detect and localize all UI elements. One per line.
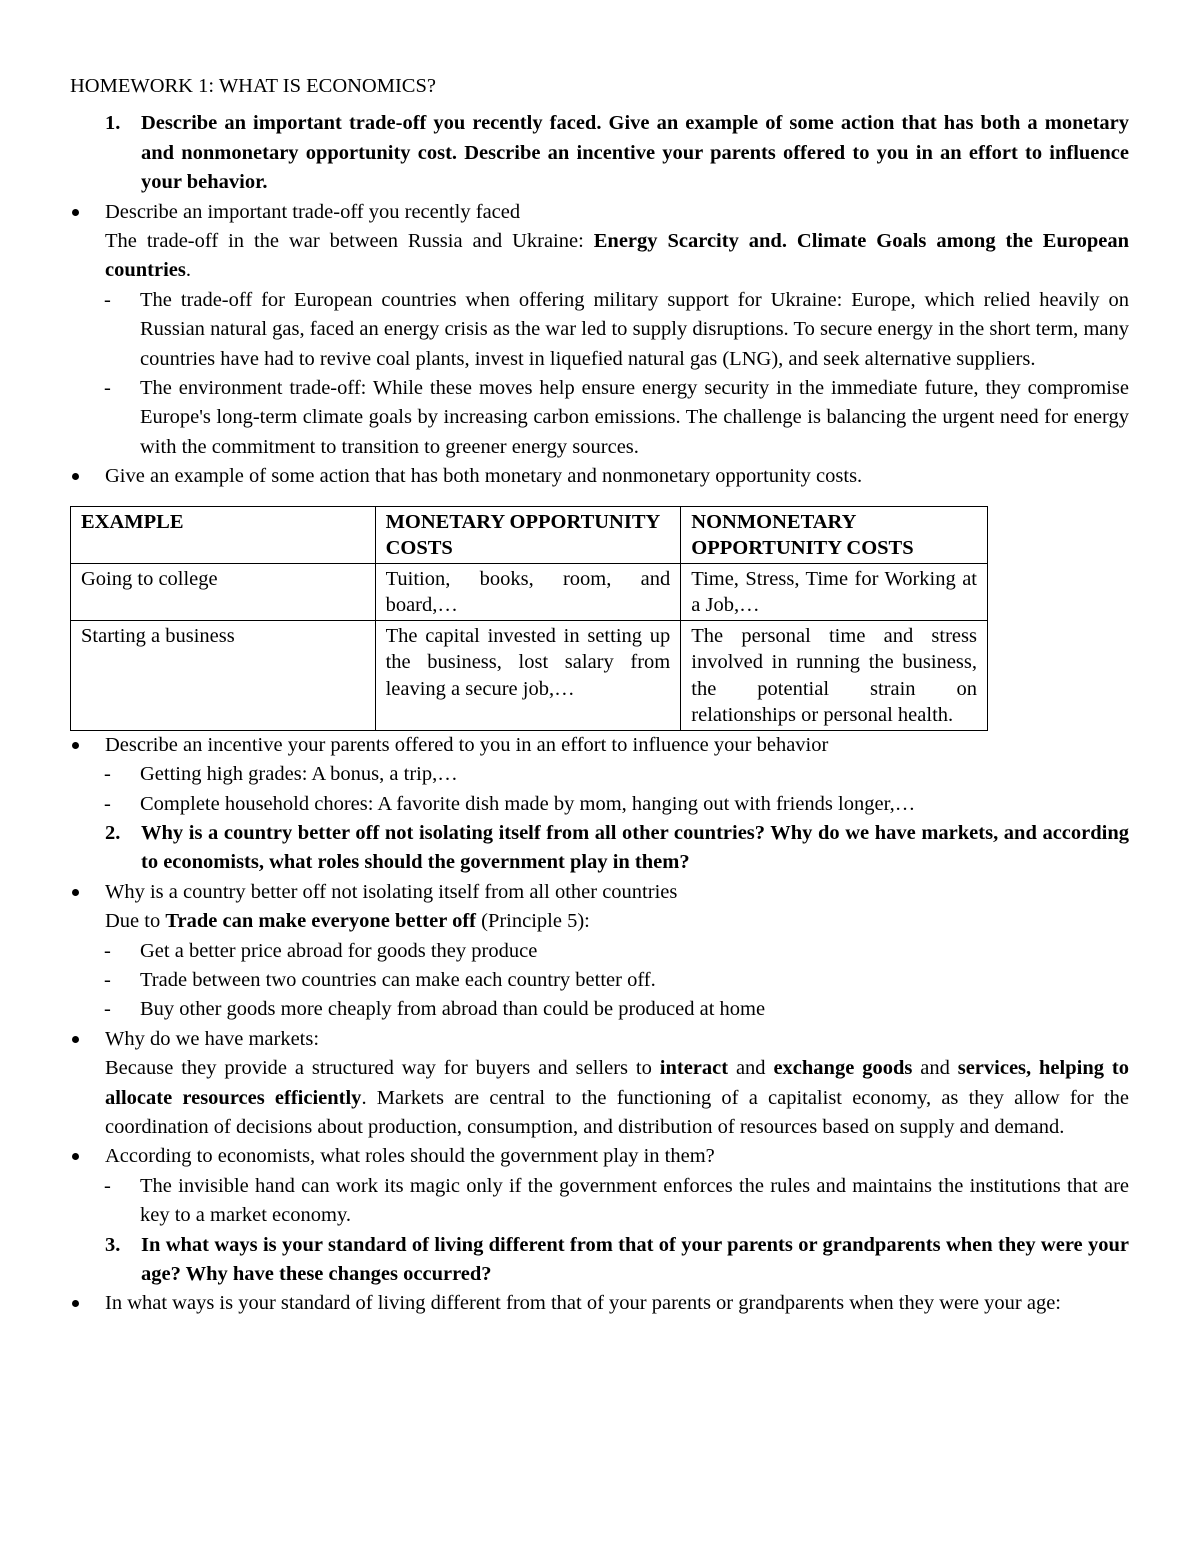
table-header-cell: MONETARY OPPORTUNITY COSTS [375, 506, 681, 563]
answer-emphasis: interact [659, 1057, 729, 1080]
answer-emphasis: services, helping to allocate resources efficiently [105, 1057, 1129, 1109]
answer-text: and [728, 1057, 774, 1080]
bullet-text: Describe an important trade-off you recently faced [105, 200, 521, 223]
bullet-text: Describe an incentive your parents offered to you in an effort to influence your behavior [105, 733, 829, 756]
dash-marker: - [104, 763, 111, 786]
bullet-item [70, 198, 1129, 227]
bullet-text: According to economists, what roles should the government play in them? [105, 1145, 715, 1168]
bullet-icon [70, 1025, 105, 1054]
answer-text: Because they provide a structured way for buyers and sellers to [105, 1057, 660, 1080]
bullet-icon [70, 1142, 105, 1171]
dash-item [70, 995, 1129, 1024]
dash-text: Buy other goods more cheaply from abroad than could be produced at home [140, 998, 766, 1021]
dash-text: The trade-off for European countries when offering military support for Ukraine: Europe, which relied heavily on Russian natural gas, faced an energy crisis as the war led to supply disruptions. To secure energy in the short term, many countries have had to revive coal plants, invest in liquefied natural gas (LNG), and seek alternative suppliers. [140, 288, 1129, 370]
dash-text: The environment trade-off: While these moves help ensure energy security in the immediate future, they compromise Europe's long-term climate goals by increasing carbon emissions. The challenge is balancing the urgent need for energy with the commitment to transition to greener energy sources. [140, 377, 1129, 458]
table-cell: Time, Stress, Time for Working at a Job,… [681, 563, 988, 620]
dash-item [70, 760, 1129, 789]
question-text: Describe an important trade-off you recently faced. Give an example of some action that has both a monetary and nonmonetary opportunity cost. Describe an incentive your parents offered to you in an effort to influence your behavior. [141, 112, 1129, 194]
document-title: HOMEWORK 1: WHAT IS ECONOMICS? [70, 75, 436, 97]
bullet-item [70, 462, 1129, 491]
answer-paragraph [70, 907, 1129, 936]
bullet-icon [70, 731, 105, 760]
dash-item [70, 374, 1129, 462]
bullet-item [70, 1289, 1129, 1318]
answer-text: and [912, 1057, 958, 1080]
dash-item [70, 937, 1129, 966]
table-header-cell: NONMONETARY OPPORTUNITY COSTS [681, 506, 988, 563]
dash-text: Complete household chores: A favorite dish made by mom, hanging out with friends longer,… [140, 792, 916, 815]
dash-marker: - [104, 998, 111, 1021]
dash-item [70, 966, 1129, 995]
answer-emphasis: Trade can make everyone better off [165, 910, 476, 933]
question-2 [70, 819, 1129, 878]
bullet-item [70, 878, 1129, 907]
dash-text: Get a better price abroad for goods they produce [140, 939, 538, 962]
bullet-text: Give an example of some action that has both monetary and nonmonetary opportunity costs. [105, 465, 863, 488]
bullet-item [70, 1025, 1129, 1054]
dash-marker: - [104, 1174, 111, 1197]
table-header-row [71, 506, 988, 563]
table-cell: The personal time and stress involved in running the business, the potential strain on relationships or personal health. [681, 620, 988, 730]
answer-text-end: . [185, 259, 191, 282]
dash-marker: - [104, 939, 111, 962]
dash-marker: - [104, 377, 111, 400]
question-number: 2. [105, 821, 121, 844]
answer-emphasis: exchange goods [773, 1057, 913, 1080]
bullet-item [70, 731, 1129, 760]
answer-text: The trade-off in the war between Russia and Ukraine: [105, 230, 594, 253]
bullet-icon [70, 462, 105, 491]
dash-marker: - [104, 792, 111, 815]
dash-marker: - [104, 288, 111, 311]
table-cell: Going to college [71, 563, 376, 620]
dash-item [70, 790, 1129, 819]
answer-paragraph [35, 227, 1129, 286]
question-text: In what ways is your standard of living different from that of your parents or grandparents when they were your age? Why have these changes occurred? [141, 1233, 1129, 1285]
dash-marker: - [104, 968, 111, 991]
table-row [71, 563, 988, 620]
question-number: 1. [105, 112, 121, 135]
opportunity-cost-table [70, 506, 988, 731]
dash-text: Trade between two countries can make each country better off. [140, 968, 656, 991]
answer-text-end: (Principle 5): [476, 910, 590, 933]
table-cell: The capital invested in setting up the business, lost salary from leaving a secure job,… [375, 620, 681, 730]
table-cell: Tuition, books, room, and board,… [375, 563, 681, 620]
bullet-text: Why is a country better off not isolating itself from all other countries [105, 880, 678, 903]
dash-item [70, 1172, 1129, 1231]
question-text: Why is a country better off not isolating itself from all other countries? Why do we have markets, and according to economists, what roles should the government play in them? [141, 821, 1129, 874]
table-row [71, 620, 988, 730]
question-number: 3. [105, 1233, 121, 1256]
bullet-item [70, 1142, 1129, 1171]
bullet-icon [70, 198, 105, 227]
answer-emphasis: Energy Scarcity and. Climate Goals among the European countries [105, 230, 1130, 282]
dash-text: The invisible hand can work its magic only if the government enforces the rules and maintains the institutions that are key to a market economy. [140, 1174, 1129, 1227]
question-1 [70, 109, 1129, 197]
table-header-cell: EXAMPLE [71, 506, 376, 563]
bullet-text: In what ways is your standard of living different from that of your parents or grandparents when they were your age: [105, 1292, 1062, 1315]
answer-text: . Markets are central to the functioning of a capitalist economy, as they allow for the coordination of decisions about production, consumption, and distribution of resources based on supply and demand. [105, 1086, 1129, 1138]
answer-paragraph [70, 1054, 1129, 1142]
bullet-icon [70, 878, 105, 907]
dash-item [70, 286, 1129, 374]
question-3 [70, 1231, 1129, 1290]
table-cell: Starting a business [71, 620, 376, 730]
dash-text: Getting high grades: A bonus, a trip,… [140, 763, 458, 786]
bullet-text: Why do we have markets: [105, 1027, 320, 1050]
answer-text: Due to [105, 910, 166, 933]
bullet-icon [70, 1289, 105, 1318]
